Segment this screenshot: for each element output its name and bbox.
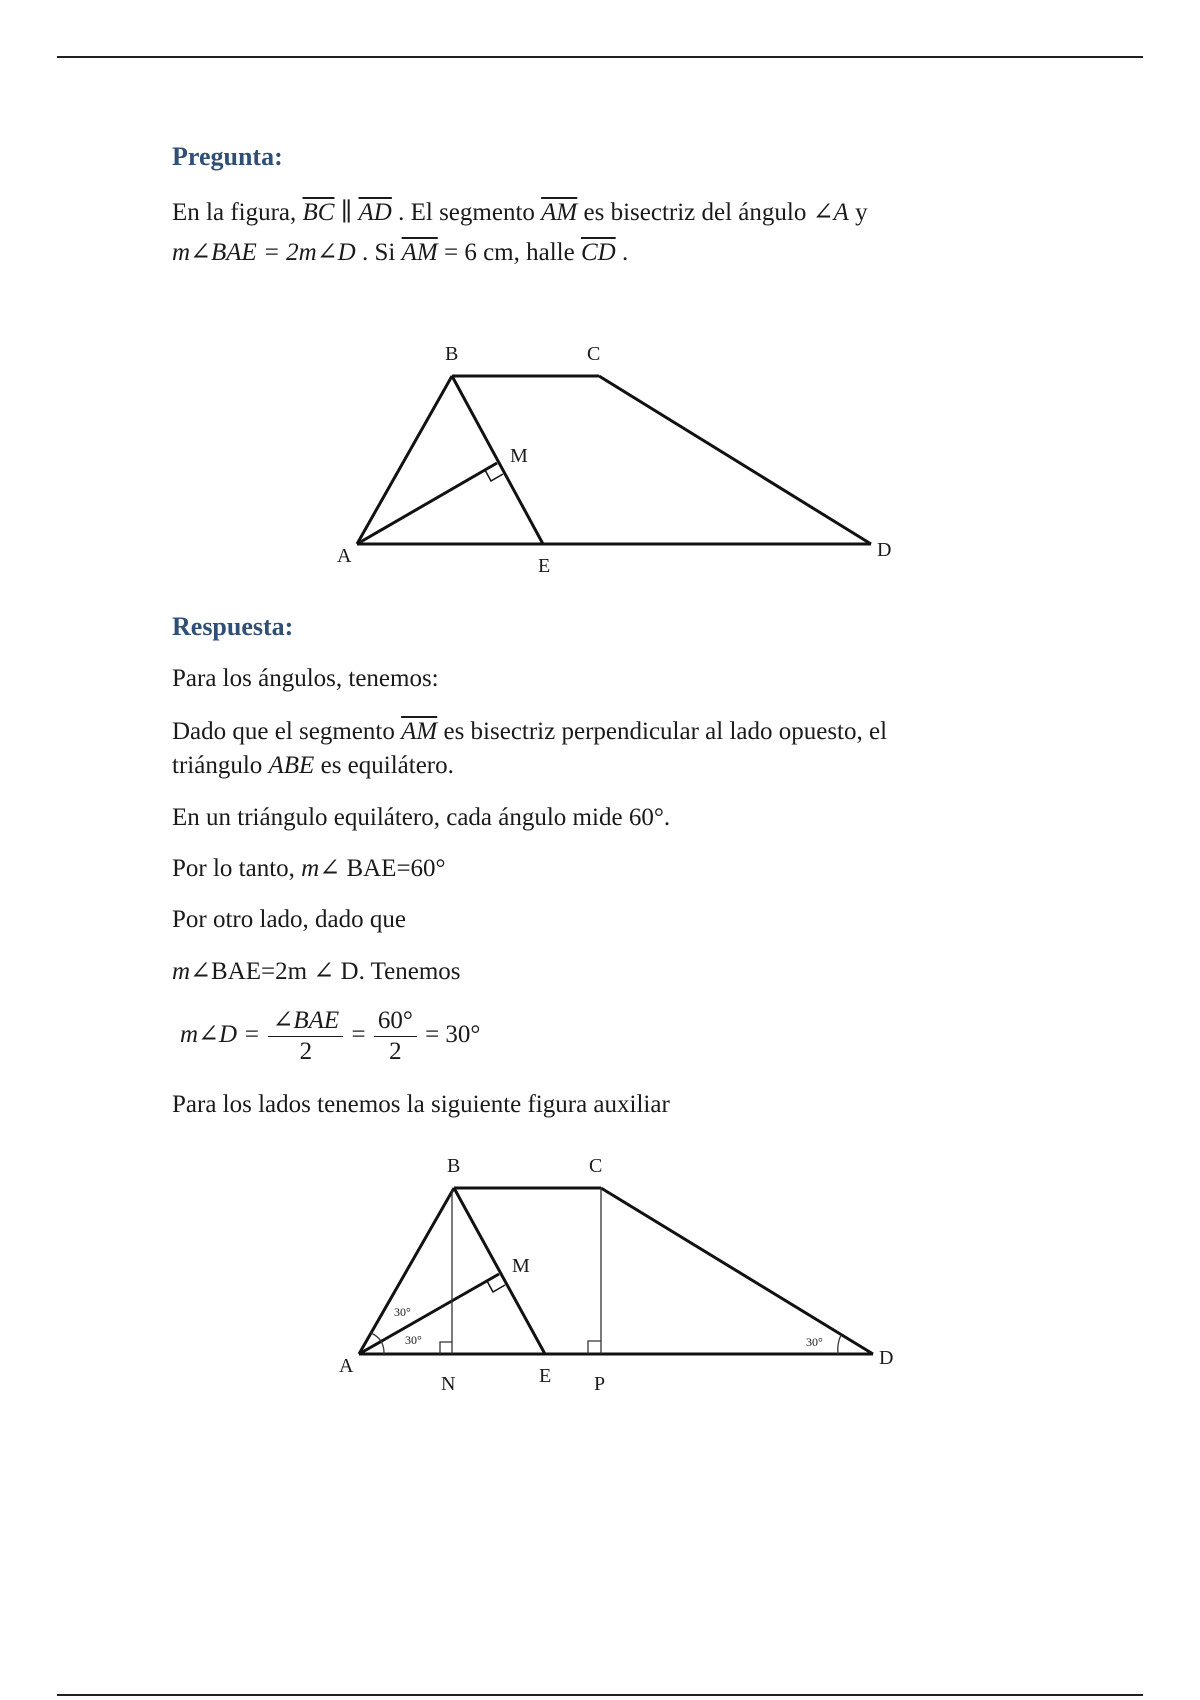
bottom-rule (57, 1694, 1143, 1696)
answer-text: Dado que el segmento (172, 718, 402, 745)
right-angle-mark-p (588, 1341, 601, 1354)
fraction-2-numerator: 60° (374, 1006, 417, 1037)
segment-be (454, 1188, 545, 1354)
label-m: M (512, 1255, 530, 1277)
angle-label-a-lower: 30° (405, 1333, 422, 1347)
question-text: y (848, 199, 868, 226)
segment-ad: $\overline{AD}$ (358, 199, 392, 226)
equation-lhs: m∠D = (180, 1021, 261, 1048)
label-c: C (589, 1155, 603, 1177)
figure-2 (0, 1150, 1200, 1410)
answer-text: es bisectriz perpendicular al lado opuesto, el (437, 718, 888, 745)
answer-para-7: Para los lados tenemos la siguiente figura auxiliar (172, 1091, 670, 1118)
segment-am (359, 1274, 499, 1354)
label-m: M (510, 445, 528, 467)
angle-symbol: m∠ (172, 958, 212, 985)
answer-text: . Tenemos (358, 958, 461, 985)
label-c: C (587, 343, 601, 365)
question-text: . (615, 239, 629, 266)
side-cd (599, 376, 871, 544)
angle-arc-d (838, 1335, 841, 1354)
side-ab (359, 1188, 454, 1354)
angle-relation: m∠BAE = 2m∠D (172, 239, 356, 266)
answer-text: En un triángulo equilátero, cada ángulo mide (172, 804, 629, 831)
fraction-2 (374, 1006, 417, 1067)
answer-para-2-line-2 (172, 749, 454, 783)
side-cd (601, 1188, 873, 1354)
label-n: N (441, 1373, 456, 1395)
label-d: D (879, 1347, 894, 1369)
answer-text: Por lo tanto, (172, 855, 302, 882)
answer-para-1: Para los ángulos, tenemos: (172, 665, 439, 692)
label-e: E (539, 1365, 552, 1387)
segment-am (357, 463, 497, 544)
label-d: D (877, 539, 892, 561)
question-text: . Si (355, 239, 402, 266)
segment-am: $\overline{AM}$ (401, 239, 438, 266)
angle-arc-a (381, 1341, 384, 1354)
label-a: A (337, 545, 352, 567)
angle-a: ∠A (812, 199, 849, 226)
label-a: A (339, 1355, 354, 1377)
angle-label-a-upper: 30° (394, 1305, 411, 1319)
fraction-2-denominator: 2 (389, 1037, 402, 1065)
angle-relation: BAE=2m ∠ D (211, 958, 359, 985)
top-rule (57, 56, 1143, 58)
fraction-1 (268, 1006, 343, 1067)
answer-text: . (663, 804, 671, 831)
figure-1 (0, 330, 1200, 577)
label-e: E (538, 555, 551, 577)
label-b: B (445, 343, 459, 365)
angle-symbol: m∠ (301, 855, 341, 882)
right-angle-mark-n (440, 1342, 452, 1354)
segment-bc: $\overline{BC}$ (302, 199, 335, 226)
answer-text: es equilátero. (314, 752, 454, 779)
equation-rhs: = 30° (425, 1021, 481, 1048)
equals-sign: = (351, 1021, 366, 1048)
question-line-2 (172, 236, 628, 270)
answer-para-6 (172, 955, 461, 989)
segment-am: $\overline{AM}$ (401, 718, 438, 745)
answer-para-2-line-1 (172, 715, 887, 749)
segment-am: $\overline{AM}$ (541, 199, 578, 226)
right-angle-mark (485, 470, 503, 481)
side-ab (357, 376, 452, 544)
parallel-symbol: ∥ (334, 199, 359, 226)
fraction-1-numerator: ∠BAE (268, 1006, 343, 1037)
segment-cd: $\overline{CD}$ (580, 239, 616, 266)
label-p: P (594, 1373, 606, 1395)
question-heading: Pregunta: (172, 142, 283, 171)
answer-para-4 (172, 852, 446, 886)
question-text: es bisectriz del ángulo (577, 199, 813, 226)
right-angle-mark-m (487, 1281, 505, 1292)
label-b: B (447, 1155, 461, 1177)
question-text: . El segmento (391, 199, 542, 226)
answer-heading: Respuesta: (172, 612, 294, 641)
angle-value: BAE=60° (340, 855, 446, 882)
angle-value: 60° (628, 804, 664, 831)
answer-para-5: Por otro lado, dado que (172, 906, 406, 933)
question-text: En la figura, (172, 199, 303, 226)
question-line-1 (172, 196, 868, 230)
angle-arc-a-upper (371, 1333, 381, 1341)
equation (180, 1004, 480, 1067)
segment-be (452, 376, 543, 544)
answer-text: triángulo (172, 752, 269, 779)
triangle-abe: ABE (268, 752, 315, 779)
question-text: = 6 cm, halle (437, 239, 581, 266)
angle-label-d: 30° (806, 1335, 823, 1349)
fraction-1-denominator: 2 (299, 1037, 313, 1065)
answer-para-3 (172, 801, 670, 835)
